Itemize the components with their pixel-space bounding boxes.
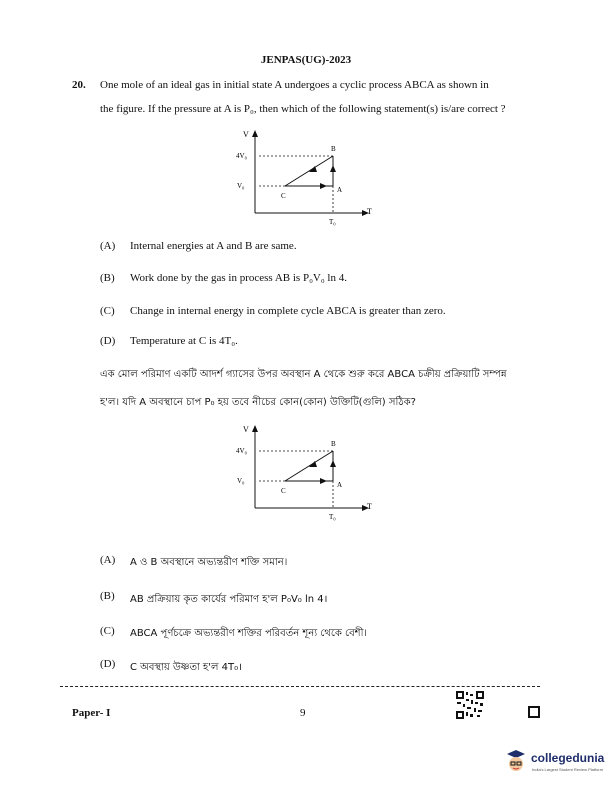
- question-number: 20.: [72, 79, 86, 91]
- bengali-option-c-text: ABCA পূর্ণচক্রে অভ্যন্তরীণ শক্তির পরিবর্তন শূন্য থেকে বেশী।: [130, 628, 368, 639]
- option-b-text: Work done by the gas in process AB is P₀V₀ ln 4.: [130, 272, 347, 284]
- option-c-label: (C): [100, 305, 115, 317]
- option-c-text: Change in internal energy in complete cycle ABCA is greater than zero.: [130, 305, 446, 317]
- pv-diagram-bengali: [225, 423, 385, 533]
- bengali-option-a-text: A ও B অবস্থানে অভ্যন্তরীণ শক্তি সমান।: [130, 557, 288, 568]
- point-a-label: A: [337, 186, 343, 194]
- corner-marker-square: [528, 706, 540, 718]
- bengali-question-line-2: হ'ল। যদি A অবস্থানে চাপ P₀ হয় তবে নীচের কোন(কোন) উক্তিটি(গুলি) সঠিক?: [100, 397, 416, 408]
- point-c-label: C: [281, 487, 286, 495]
- point-b-label: B: [331, 145, 336, 153]
- v-axis-label: V: [243, 425, 249, 434]
- footer-divider: [60, 686, 540, 687]
- bengali-question-line-1: এক মোল পরিমাণ একটি আদর্শ গ্যাসের উপর অবস্থান A থেকে শুরু করে ABCA চক্রীয় প্রক্রিয়াটি সম্পন্ন: [100, 369, 507, 380]
- t-axis-label: T: [367, 502, 372, 511]
- pv-diagram-english: [225, 128, 385, 238]
- brand-tagline: India's Largest Student Review Platform: [532, 767, 604, 772]
- t-axis-label: T: [367, 207, 372, 216]
- tick-t0: T₀: [329, 513, 336, 521]
- option-a-text: Internal energies at A and B are same.: [130, 240, 297, 252]
- bengali-option-b-text: AB প্রক্রিয়ায় কৃত কার্যের পরিমাণ হ'ল P₀V₀ ln 4।: [130, 594, 328, 605]
- bengali-option-a-label: (A): [100, 554, 116, 566]
- footer-page-number: 9: [300, 707, 306, 719]
- page-header-title: JENPAS(UG)-2023: [260, 54, 352, 66]
- option-b-label: (B): [100, 272, 115, 284]
- bengali-option-d-label: (D): [100, 658, 116, 670]
- question-line-1: One mole of an ideal gas in initial state A undergoes a cyclic process ABCA as shown in: [100, 79, 489, 91]
- v-axis-label: V: [243, 130, 249, 139]
- bengali-option-c-label: (C): [100, 625, 115, 637]
- qr-code: [456, 691, 484, 719]
- footer-paper-label: Paper- I: [72, 707, 111, 719]
- brand-name: collegedunia: [531, 751, 605, 765]
- point-c-label: C: [281, 192, 286, 200]
- tick-4v0: 4V₀: [236, 447, 247, 455]
- tick-v0: V₀: [237, 182, 245, 190]
- bengali-option-b-label: (B): [100, 590, 115, 602]
- tick-t0: T₀: [329, 218, 336, 226]
- option-d-text: Temperature at C is 4T₀.: [130, 335, 238, 347]
- option-d-label: (D): [100, 335, 116, 347]
- point-b-label: B: [331, 440, 336, 448]
- option-a-label: (A): [100, 240, 116, 252]
- point-a-label: A: [337, 481, 343, 489]
- tick-v0: V₀: [237, 477, 245, 485]
- tick-4v0: 4V₀: [236, 152, 247, 160]
- bengali-option-d-text: C অবস্থায় উষ্ণতা হ'ল 4T₀।: [130, 662, 242, 673]
- graduation-cap-logo-icon: [505, 748, 527, 774]
- question-line-2: the figure. If the pressure at A is P₀, then which of the following statement(s) is/are correct ?: [100, 103, 506, 115]
